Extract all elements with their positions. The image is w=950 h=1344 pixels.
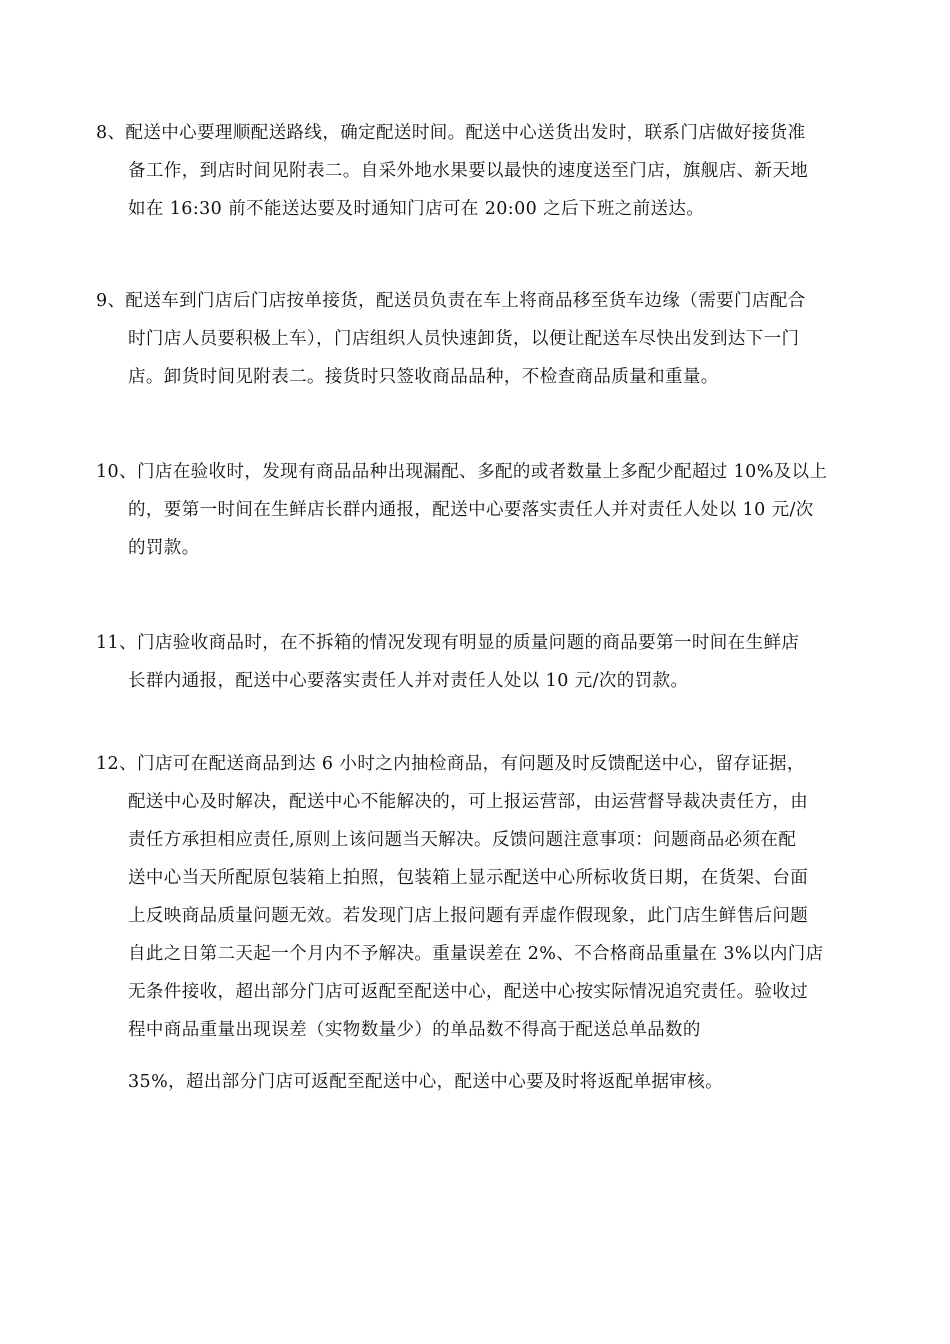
clause-9	[96, 282, 908, 396]
clause-12-line-5: 上反映商品质量问题无效。若发现门店上报问题有弄虚作假现象，此门店生鲜售后问题	[128, 906, 809, 926]
clause-10-line-3: 的罚款。	[128, 538, 200, 558]
clause-12-line-3: 责任方承担相应责任,原则上该问题当天解决。反馈问题注意事项：问题商品必须在配	[128, 830, 797, 850]
clause-8	[96, 114, 908, 228]
clause-11-line-1: 11、门店验收商品时，在不拆箱的情况发现有明显的质量问题的商品要第一时间在生鲜店	[96, 633, 800, 653]
clause-8-line-2: 备工作，到店时间见附表二。自采外地水果要以最快的速度送至门店，旗舰店、新天地	[128, 161, 809, 181]
clause-9-line-2: 时门店人员要积极上车），门店组织人员快速卸货，以便让配送车尽快出发到达下一门	[128, 329, 800, 349]
clause-12-line-1: 12、门店可在配送商品到达 6 小时之内抽检商品，有问题及时反馈配送中心，留存证据，	[96, 754, 805, 774]
clause-12-line-6: 自此之日第二天起一个月内不予解决。重量误差在 2%、不合格商品重量在 3%以内门店	[128, 944, 824, 964]
clause-12-line-8: 程中商品重量出现误差（实物数量少）的单品数不得高于配送总单品数的	[128, 1020, 701, 1040]
clause-9-line-1: 9、配送车到门店后门店按单接货，配送员负责在车上将商品移至货车边缘（需要门店配合	[96, 291, 806, 311]
clause-9-line-3: 店。卸货时间见附表二。接货时只签收商品品种，不检查商品质量和重量。	[128, 367, 719, 387]
clause-10	[96, 453, 908, 567]
clause-8-line-3: 如在 16:30 前不能送达要及时通知门店可在 20:00 之后下班之前送达。	[128, 199, 705, 219]
clause-12	[96, 745, 908, 1101]
clause-10-line-1: 10、门店在验收时，发现有商品品种出现漏配、多配的或者数量上多配少配超过 10%及以上	[96, 462, 828, 482]
clause-10-line-2: 的，要第一时间在生鲜店长群内通报，配送中心要落实责任人并对责任人处以 10 元/次	[128, 500, 814, 520]
clause-12-line-4: 送中心当天所配原包装箱上拍照，包装箱上显示配送中心所标收货日期，在货架、台面	[128, 868, 809, 888]
clause-8-line-1: 8、配送中心要理顺配送路线，确定配送时间。配送中心送货出发时，联系门店做好接货准	[96, 123, 806, 143]
clause-12-line-9: 35%，超出部分门店可返配至配送中心，配送中心要及时将返配单据审核。	[128, 1072, 723, 1092]
clause-11	[96, 624, 908, 700]
clause-12-line-2: 配送中心及时解决，配送中心不能解决的，可上报运营部，由运营督导裁决责任方，由	[128, 792, 809, 812]
clause-11-line-2: 长群内通报，配送中心要落实责任人并对责任人处以 10 元/次的罚款。	[128, 671, 689, 691]
clause-12-line-7: 无条件接收，超出部分门店可返配至配送中心，配送中心按实际情况追究责任。验收过	[128, 982, 809, 1002]
